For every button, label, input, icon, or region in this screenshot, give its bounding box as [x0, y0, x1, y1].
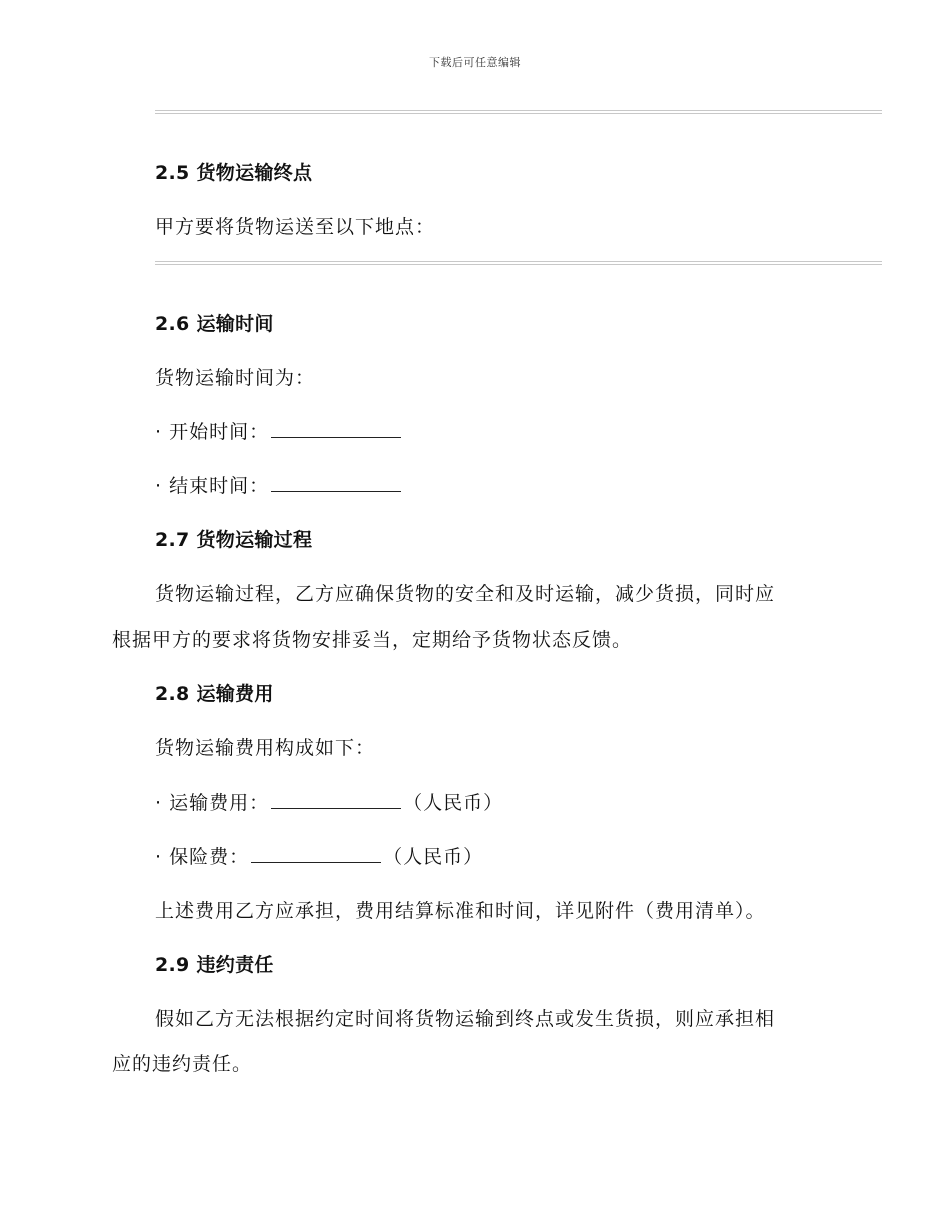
insurance-cost-line — [155, 842, 483, 869]
freight-cost-label: · 运输费用： — [155, 792, 270, 814]
start-time-line — [155, 417, 403, 444]
end-time-blank[interactable] — [271, 474, 401, 492]
section-heading-2-7: 2.7 货物运输过程 — [155, 529, 313, 551]
process-paragraph-line1: 货物运输过程，乙方应确保货物的安全和及时运输，减少货损，同时应 — [155, 583, 776, 605]
freight-cost-line — [155, 788, 503, 815]
transport-time-intro: 货物运输时间为： — [155, 367, 316, 389]
freight-cost-unit: （人民币） — [403, 792, 504, 814]
header-note: 下载后可任意编辑 — [429, 56, 521, 69]
section-heading-2-8: 2.8 运输费用 — [155, 683, 274, 705]
destination-text: 甲方要将货物运送至以下地点： — [155, 216, 436, 238]
section-heading-2-6: 2.6 运输时间 — [155, 313, 274, 335]
process-paragraph-line2: 根据甲方的要求将货物安排妥当，定期给予货物状态反馈。 — [112, 629, 633, 651]
section-heading-2-5: 2.5 货物运输终点 — [155, 162, 313, 184]
liability-paragraph-line1: 假如乙方无法根据约定时间将货物运输到终点或发生货损，则应承担相 — [155, 1008, 776, 1030]
cost-intro: 货物运输费用构成如下： — [155, 737, 376, 759]
section-heading-2-9: 2.9 违约责任 — [155, 954, 274, 976]
freight-cost-blank[interactable] — [271, 791, 401, 809]
insurance-cost-blank[interactable] — [251, 845, 381, 863]
insurance-cost-label: · 保险费： — [155, 846, 250, 868]
start-time-label: · 开始时间： — [155, 421, 270, 443]
liability-paragraph-line2: 应的违约责任。 — [112, 1053, 253, 1075]
divider-rule — [155, 261, 882, 265]
divider-rule — [155, 110, 882, 114]
insurance-cost-unit: （人民币） — [383, 846, 484, 868]
end-time-line — [155, 471, 403, 498]
cost-note: 上述费用乙方应承担，费用结算标准和时间，详见附件（费用清单）。 — [155, 900, 766, 922]
start-time-blank[interactable] — [271, 420, 401, 438]
end-time-label: · 结束时间： — [155, 475, 270, 497]
